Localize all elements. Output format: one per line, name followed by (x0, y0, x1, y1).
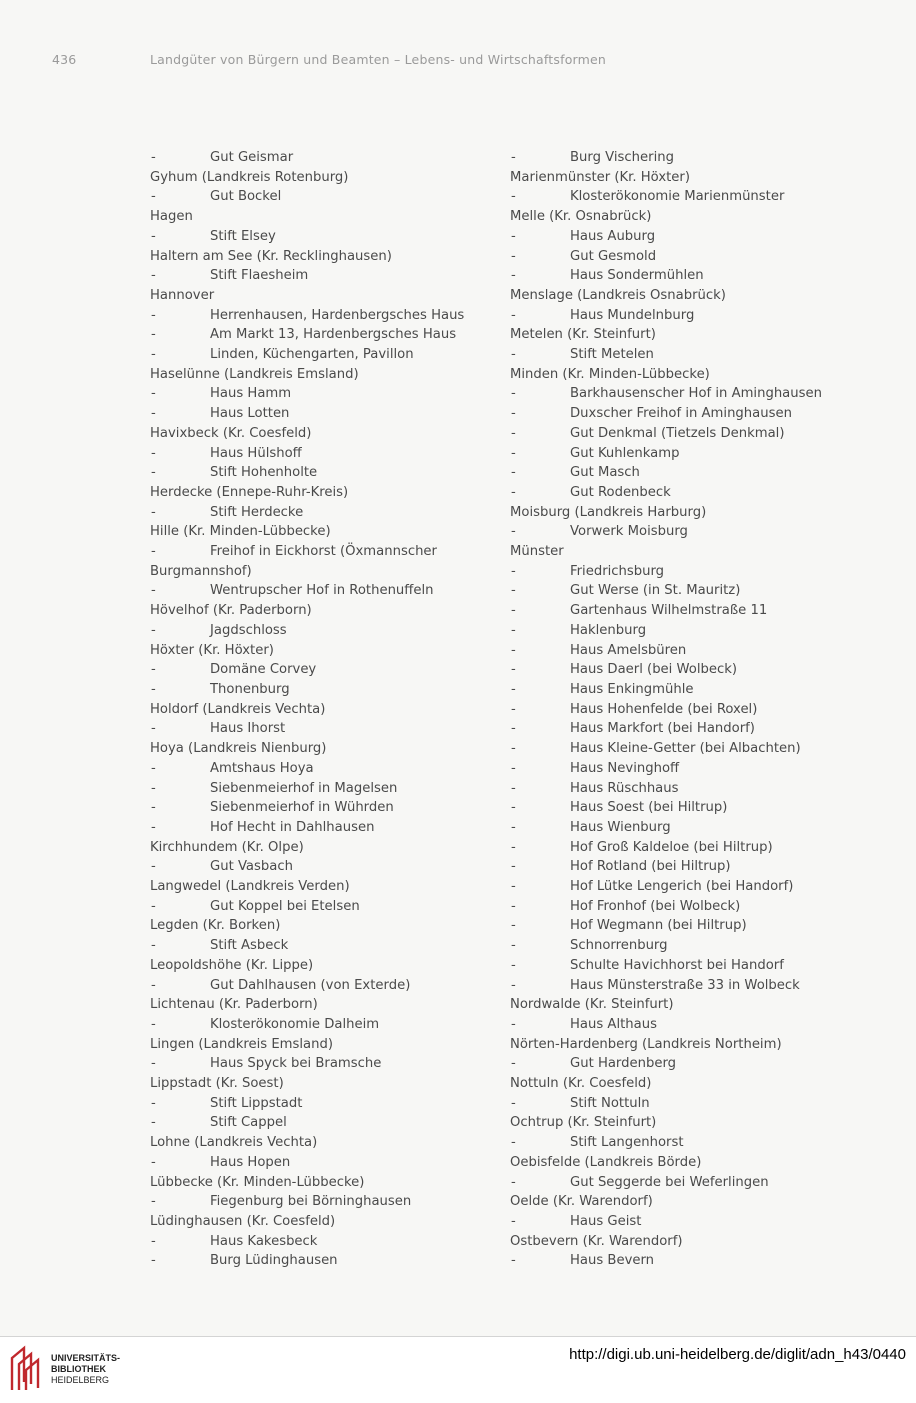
estate-name: Haus Spyck bei Bramsche (210, 1056, 382, 1072)
entry-dash: - (511, 406, 516, 422)
estate-entry (150, 1094, 495, 1114)
estate-name: Gut Seggerde bei Weferlingen (570, 1174, 769, 1190)
estate-entry (510, 976, 840, 996)
estate-entry (150, 759, 495, 779)
estate-name: Gut Denkmal (Tietzels Denkmal) (570, 425, 785, 441)
place-heading: Nordwalde (Kr. Steinfurt) (510, 997, 674, 1013)
entry-dash: - (151, 859, 156, 875)
estate-name: Gut Hardenberg (570, 1056, 677, 1072)
entry-dash: - (511, 780, 516, 796)
estate-entry (510, 759, 840, 779)
estate-name: Haus Sondermühlen (570, 268, 704, 284)
estate-name: Haus Bevern (570, 1253, 655, 1269)
estate-name: Haus Kleine-Getter (bei Albachten) (570, 741, 801, 757)
entry-dash: - (511, 1056, 516, 1072)
estate-name: Am Markt 13, Hardenbergsches Haus (210, 327, 457, 343)
estate-entry (510, 227, 840, 247)
logo-line: BIBLIOTHEK (51, 1364, 106, 1374)
estate-name: Siebenmeierhof in Magelsen (210, 780, 398, 796)
estate-name: Gut Rodenbeck (570, 484, 671, 500)
estate-name: Stift Flaesheim (210, 268, 309, 284)
estate-entry (150, 857, 495, 877)
estate-entry (510, 187, 840, 207)
entry-dash: - (511, 248, 516, 264)
entry-dash: - (511, 721, 516, 737)
estate-entry (150, 936, 495, 956)
entry-dash: - (511, 642, 516, 658)
estate-name: Haus Hohenfelde (bei Roxel) (570, 701, 758, 717)
estate-name: Haus Amelsbüren (570, 642, 687, 658)
entry-dash: - (511, 938, 516, 954)
entry-dash: - (151, 662, 156, 678)
estate-entry (150, 227, 495, 247)
estate-entry (510, 956, 840, 976)
estate-entry (510, 798, 840, 818)
estate-name: Haus Althaus (570, 1016, 657, 1032)
estate-name: Haus Münsterstraße 33 in Wolbeck (570, 977, 800, 993)
estate-entry (150, 1251, 495, 1271)
estate-entry (150, 680, 495, 700)
estate-name: Haus Geist (570, 1213, 642, 1229)
entry-dash: - (511, 1253, 516, 1269)
entry-dash: - (151, 150, 156, 165)
estate-entry (150, 148, 495, 168)
estate-name: Haus Auburg (570, 228, 656, 244)
estate-name: Domäne Corvey (210, 662, 317, 678)
entry-dash: - (151, 1016, 156, 1032)
estate-entry (510, 1015, 840, 1035)
estate-name: Fiegenburg bei Börninghausen (210, 1194, 412, 1210)
entry-dash: - (151, 445, 156, 461)
estate-name: Haus Lotten (210, 406, 290, 422)
estate-entry (510, 779, 840, 799)
estate-name: Gut Gesmold (570, 248, 657, 264)
estate-name: Haus Soest (bei Hiltrup) (570, 800, 728, 816)
estate-name: Gut Bockel (210, 189, 282, 205)
index-column-left (150, 148, 495, 1271)
estate-name: Hof Rotland (bei Hiltrup) (570, 859, 731, 875)
entry-dash: - (151, 1154, 156, 1170)
place-heading: Oelde (Kr. Warendorf) (510, 1194, 653, 1210)
place-heading: Lichtenau (Kr. Paderborn) (150, 997, 318, 1013)
place-heading: Gyhum (Landkreis Rotenburg) (150, 169, 349, 185)
estate-entry (510, 916, 840, 936)
estate-entry (510, 739, 840, 759)
estate-name: Stift Herdecke (210, 504, 304, 520)
entry-dash: - (511, 957, 516, 973)
estate-name: Burg Vischering (570, 150, 674, 165)
entry-dash: - (511, 681, 516, 697)
estate-name: Herrenhausen, Hardenbergsches Haus (210, 307, 465, 323)
estate-entry (510, 621, 840, 641)
place-heading: Hannover (150, 287, 215, 303)
entry-dash: - (511, 1174, 516, 1190)
page-number: 436 (52, 52, 77, 67)
estate-name: Stift Asbeck (210, 938, 289, 954)
estate-name: Stift Elsey (210, 228, 276, 244)
entry-dash: - (151, 1253, 156, 1269)
entry-dash: - (151, 760, 156, 776)
entry-dash: - (151, 1115, 156, 1131)
entry-dash: - (151, 544, 156, 560)
estate-entry (510, 463, 840, 483)
place-heading: Hagen (150, 209, 193, 225)
estate-name: Gut Dahlhausen (von Exterde) (210, 977, 411, 993)
entry-dash: - (151, 268, 156, 284)
estate-name: Stift Nottuln (570, 1095, 650, 1111)
estate-name: Jagdschloss (210, 622, 287, 638)
entry-dash: - (151, 721, 156, 737)
estate-entry (150, 306, 495, 326)
estate-entry (150, 660, 495, 680)
estate-name: Stift Langenhorst (570, 1135, 684, 1151)
estate-entry (150, 503, 495, 523)
estate-entry (150, 325, 495, 345)
estate-entry (510, 306, 840, 326)
estate-entry (510, 266, 840, 286)
estate-entry (150, 798, 495, 818)
estate-entry (510, 660, 840, 680)
entry-dash: - (151, 1233, 156, 1249)
logo-line: HEIDELBERG (51, 1375, 110, 1385)
place-heading: Hövelhof (Kr. Paderborn) (150, 603, 312, 619)
estate-entry (510, 838, 840, 858)
entry-dash: - (151, 681, 156, 697)
entry-dash: - (151, 1095, 156, 1111)
estate-name: Burg Lüdinghausen (210, 1253, 338, 1269)
estate-name: Haus Kakesbeck (210, 1233, 318, 1249)
entry-dash: - (511, 425, 516, 441)
entry-dash: - (511, 347, 516, 363)
estate-entry (150, 187, 495, 207)
entry-dash: - (151, 327, 156, 343)
estate-entry (150, 779, 495, 799)
estate-name: Gut Werse (in St. Mauritz) (570, 583, 741, 599)
place-heading: Lüdinghausen (Kr. Coesfeld) (150, 1213, 336, 1229)
entry-dash: - (511, 228, 516, 244)
place-heading: Langwedel (Landkreis Verden) (150, 879, 350, 895)
logo-line: UNIVERSITÄTS- (51, 1353, 121, 1363)
entry-dash: - (511, 879, 516, 895)
estate-name: Haus Hamm (210, 386, 292, 402)
estate-name: Haus Markfort (bei Handorf) (570, 721, 755, 737)
estate-name: Wentrupscher Hof in Rothenuffeln (210, 583, 434, 599)
estate-entry (510, 522, 840, 542)
estate-name: Siebenmeierhof in Wührden (210, 800, 394, 816)
estate-entry (510, 424, 840, 444)
estate-entry (510, 581, 840, 601)
estate-entry (150, 1054, 495, 1074)
estate-entry (510, 483, 840, 503)
place-heading: Hoya (Landkreis Nienburg) (150, 741, 327, 757)
estate-entry (510, 1251, 840, 1271)
estate-name: Haklenburg (570, 622, 647, 638)
estate-name-continuation: Burgmannshof) (150, 563, 252, 579)
estate-name: Haus Rüschhaus (570, 780, 679, 796)
entry-dash: - (511, 484, 516, 500)
estate-entry (510, 148, 840, 168)
library-logo-text[interactable] (51, 1353, 120, 1386)
entry-dash: - (151, 386, 156, 402)
estate-name: Klosterökonomie Dalheim (210, 1016, 380, 1032)
estate-name: Gut Geismar (210, 150, 294, 165)
estate-name: Hof Fronhof (bei Wolbeck) (570, 898, 741, 914)
place-heading: Marienmünster (Kr. Höxter) (510, 169, 690, 185)
estate-entry (510, 936, 840, 956)
entry-dash: - (511, 386, 516, 402)
entry-dash: - (511, 1135, 516, 1151)
place-heading: Haselünne (Landkreis Emsland) (150, 366, 359, 382)
entry-dash: - (511, 898, 516, 914)
entry-dash: - (511, 307, 516, 323)
place-heading: Nottuln (Kr. Coesfeld) (510, 1076, 652, 1092)
estate-entry (510, 719, 840, 739)
entry-dash: - (511, 1095, 516, 1111)
entry-dash: - (151, 622, 156, 638)
place-heading: Lingen (Landkreis Emsland) (150, 1036, 333, 1052)
estate-entry (150, 1153, 495, 1173)
entry-dash: - (511, 800, 516, 816)
entry-dash: - (151, 1056, 156, 1072)
place-heading: Menslage (Landkreis Osnabrück) (510, 287, 726, 303)
estate-entry (510, 444, 840, 464)
entry-dash: - (151, 583, 156, 599)
estate-name: Haus Hopen (210, 1154, 291, 1170)
estate-entry (510, 818, 840, 838)
entry-dash: - (511, 524, 516, 540)
entry-dash: - (151, 406, 156, 422)
entry-dash: - (151, 189, 156, 205)
entry-dash: - (151, 504, 156, 520)
place-heading: Nörten-Hardenberg (Landkreis Northeim) (510, 1036, 782, 1052)
entry-dash: - (151, 898, 156, 914)
estate-name: Thonenburg (210, 681, 290, 697)
entry-dash: - (511, 1016, 516, 1032)
place-heading: Minden (Kr. Minden-Lübbecke) (510, 366, 710, 382)
estate-entry (510, 1173, 840, 1193)
entry-dash: - (511, 819, 516, 835)
estate-name: Hof Hecht in Dahlhausen (210, 819, 375, 835)
place-heading: Moisburg (Landkreis Harburg) (510, 504, 707, 520)
estate-entry (150, 818, 495, 838)
place-heading: Lohne (Landkreis Vechta) (150, 1135, 318, 1151)
entry-dash: - (511, 622, 516, 638)
estate-entry (510, 1212, 840, 1232)
estate-entry (510, 1094, 840, 1114)
estate-entry (510, 1054, 840, 1074)
estate-name: Stift Hohenholte (210, 465, 318, 481)
place-heading: Havixbeck (Kr. Coesfeld) (150, 425, 312, 441)
estate-entry (510, 1133, 840, 1153)
estate-name: Duxscher Freihof in Aminghausen (570, 406, 792, 422)
place-heading: Kirchhundem (Kr. Olpe) (150, 839, 304, 855)
entry-dash: - (151, 228, 156, 244)
place-heading: Melle (Kr. Osnabrück) (510, 209, 652, 225)
entry-dash: - (511, 189, 516, 205)
entry-dash: - (511, 701, 516, 717)
place-heading: Legden (Kr. Borken) (150, 918, 281, 934)
estate-name: Haus Ihorst (210, 721, 286, 737)
estate-name: Vorwerk Moisburg (570, 524, 688, 540)
place-heading: Herdecke (Ennepe-Ruhr-Kreis) (150, 484, 349, 500)
entry-dash: - (151, 938, 156, 954)
estate-entry (150, 266, 495, 286)
place-heading: Ostbevern (Kr. Warendorf) (510, 1233, 683, 1249)
entry-dash: - (511, 741, 516, 757)
entry-dash: - (151, 465, 156, 481)
estate-name: Hof Lütke Lengerich (bei Handorf) (570, 879, 794, 895)
entry-dash: - (511, 918, 516, 934)
estate-name: Friedrichsburg (570, 563, 665, 579)
estate-name: Freihof in Eickhorst (Öxmannscher (210, 544, 437, 560)
place-heading: Ochtrup (Kr. Steinfurt) (510, 1115, 657, 1131)
estate-name: Stift Metelen (570, 347, 654, 363)
entry-dash: - (151, 347, 156, 363)
estate-name: Schnorrenburg (570, 938, 668, 954)
entry-dash: - (511, 839, 516, 855)
entry-dash: - (511, 150, 516, 165)
estate-entry (510, 384, 840, 404)
estate-name: Gut Kuhlenkamp (570, 445, 680, 461)
entry-dash: - (151, 819, 156, 835)
index-column-right (510, 148, 840, 1271)
entry-dash: - (151, 800, 156, 816)
estate-entry (510, 680, 840, 700)
estate-name: Gut Koppel bei Etelsen (210, 898, 360, 914)
entry-dash: - (511, 445, 516, 461)
estate-entry (510, 345, 840, 365)
estate-name: Schulte Havichhorst bei Handorf (570, 957, 784, 973)
place-heading: Lippstadt (Kr. Soest) (150, 1076, 284, 1092)
place-heading: Metelen (Kr. Steinfurt) (510, 327, 656, 343)
entry-dash: - (151, 780, 156, 796)
estate-entry (150, 1015, 495, 1035)
permalink-url[interactable]: http://digi.ub.uni-heidelberg.de/diglit/adn_h43/0440 (569, 1346, 906, 1363)
estate-name: Gut Masch (570, 465, 640, 481)
estate-entry (510, 897, 840, 917)
estate-name: Gut Vasbach (210, 859, 293, 875)
estate-entry (150, 404, 495, 424)
place-heading: Leopoldshöhe (Kr. Lippe) (150, 957, 314, 973)
entry-dash: - (151, 977, 156, 993)
entry-dash: - (511, 977, 516, 993)
ub-heidelberg-logo-icon[interactable] (9, 1344, 43, 1392)
entry-dash: - (511, 583, 516, 599)
estate-name: Linden, Küchengarten, Pavillon (210, 347, 414, 363)
place-heading: Holdorf (Landkreis Vechta) (150, 701, 326, 717)
estate-name: Haus Mundelnburg (570, 307, 695, 323)
estate-entry (510, 404, 840, 424)
place-heading: Lübbecke (Kr. Minden-Lübbecke) (150, 1174, 365, 1190)
estate-entry (150, 1192, 495, 1212)
estate-entry (150, 897, 495, 917)
estate-name: Haus Wienburg (570, 819, 671, 835)
estate-name: Stift Lippstadt (210, 1095, 303, 1111)
estate-name: Hof Wegmann (bei Hiltrup) (570, 918, 747, 934)
entry-dash: - (511, 662, 516, 678)
estate-entry (150, 444, 495, 464)
estate-entry (510, 877, 840, 897)
estate-entry (510, 562, 840, 582)
entry-dash: - (511, 268, 516, 284)
entry-dash: - (151, 1194, 156, 1210)
estate-name: Barkhausenscher Hof in Aminghausen (570, 386, 822, 402)
place-heading: Hille (Kr. Minden-Lübbecke) (150, 524, 331, 540)
place-heading: Höxter (Kr. Höxter) (150, 642, 274, 658)
estate-entry (510, 700, 840, 720)
estate-name: Haus Enkingmühle (570, 681, 694, 697)
entry-dash: - (511, 465, 516, 481)
estate-entry (510, 247, 840, 267)
entry-dash: - (511, 603, 516, 619)
estate-entry (150, 463, 495, 483)
estate-name: Haus Nevinghoff (570, 760, 680, 776)
estate-name: Hof Groß Kaldeloe (bei Hiltrup) (570, 839, 773, 855)
entry-dash: - (151, 307, 156, 323)
estate-entry (510, 857, 840, 877)
estate-name: Stift Cappel (210, 1115, 287, 1131)
estate-name: Haus Hülshoff (210, 445, 302, 461)
place-heading: Haltern am See (Kr. Recklinghausen) (150, 248, 392, 264)
estate-entry (150, 1232, 495, 1252)
estate-entry (150, 384, 495, 404)
estate-entry (150, 1113, 495, 1133)
entry-dash: - (511, 1213, 516, 1229)
estate-entry (150, 345, 495, 365)
estate-name: Amtshaus Hoya (210, 760, 314, 776)
estate-name: Haus Daerl (bei Wolbeck) (570, 662, 738, 678)
estate-name: Gartenhaus Wilhelmstraße 11 (570, 603, 768, 619)
estate-name: Klosterökonomie Marienmünster (570, 189, 785, 205)
running-title: Landgüter von Bürgern und Beamten – Lebens- und Wirtschaftsformen (150, 52, 607, 67)
estate-entry (150, 621, 495, 641)
entry-dash: - (511, 563, 516, 579)
estate-entry (150, 719, 495, 739)
estate-entry (150, 581, 495, 601)
entry-dash: - (511, 760, 516, 776)
place-heading: Münster (510, 544, 564, 560)
estate-entry (510, 641, 840, 661)
estate-entry (510, 601, 840, 621)
entry-dash: - (511, 859, 516, 875)
estate-entry (150, 542, 495, 562)
place-heading: Oebisfelde (Landkreis Börde) (510, 1154, 702, 1170)
estate-entry (150, 976, 495, 996)
